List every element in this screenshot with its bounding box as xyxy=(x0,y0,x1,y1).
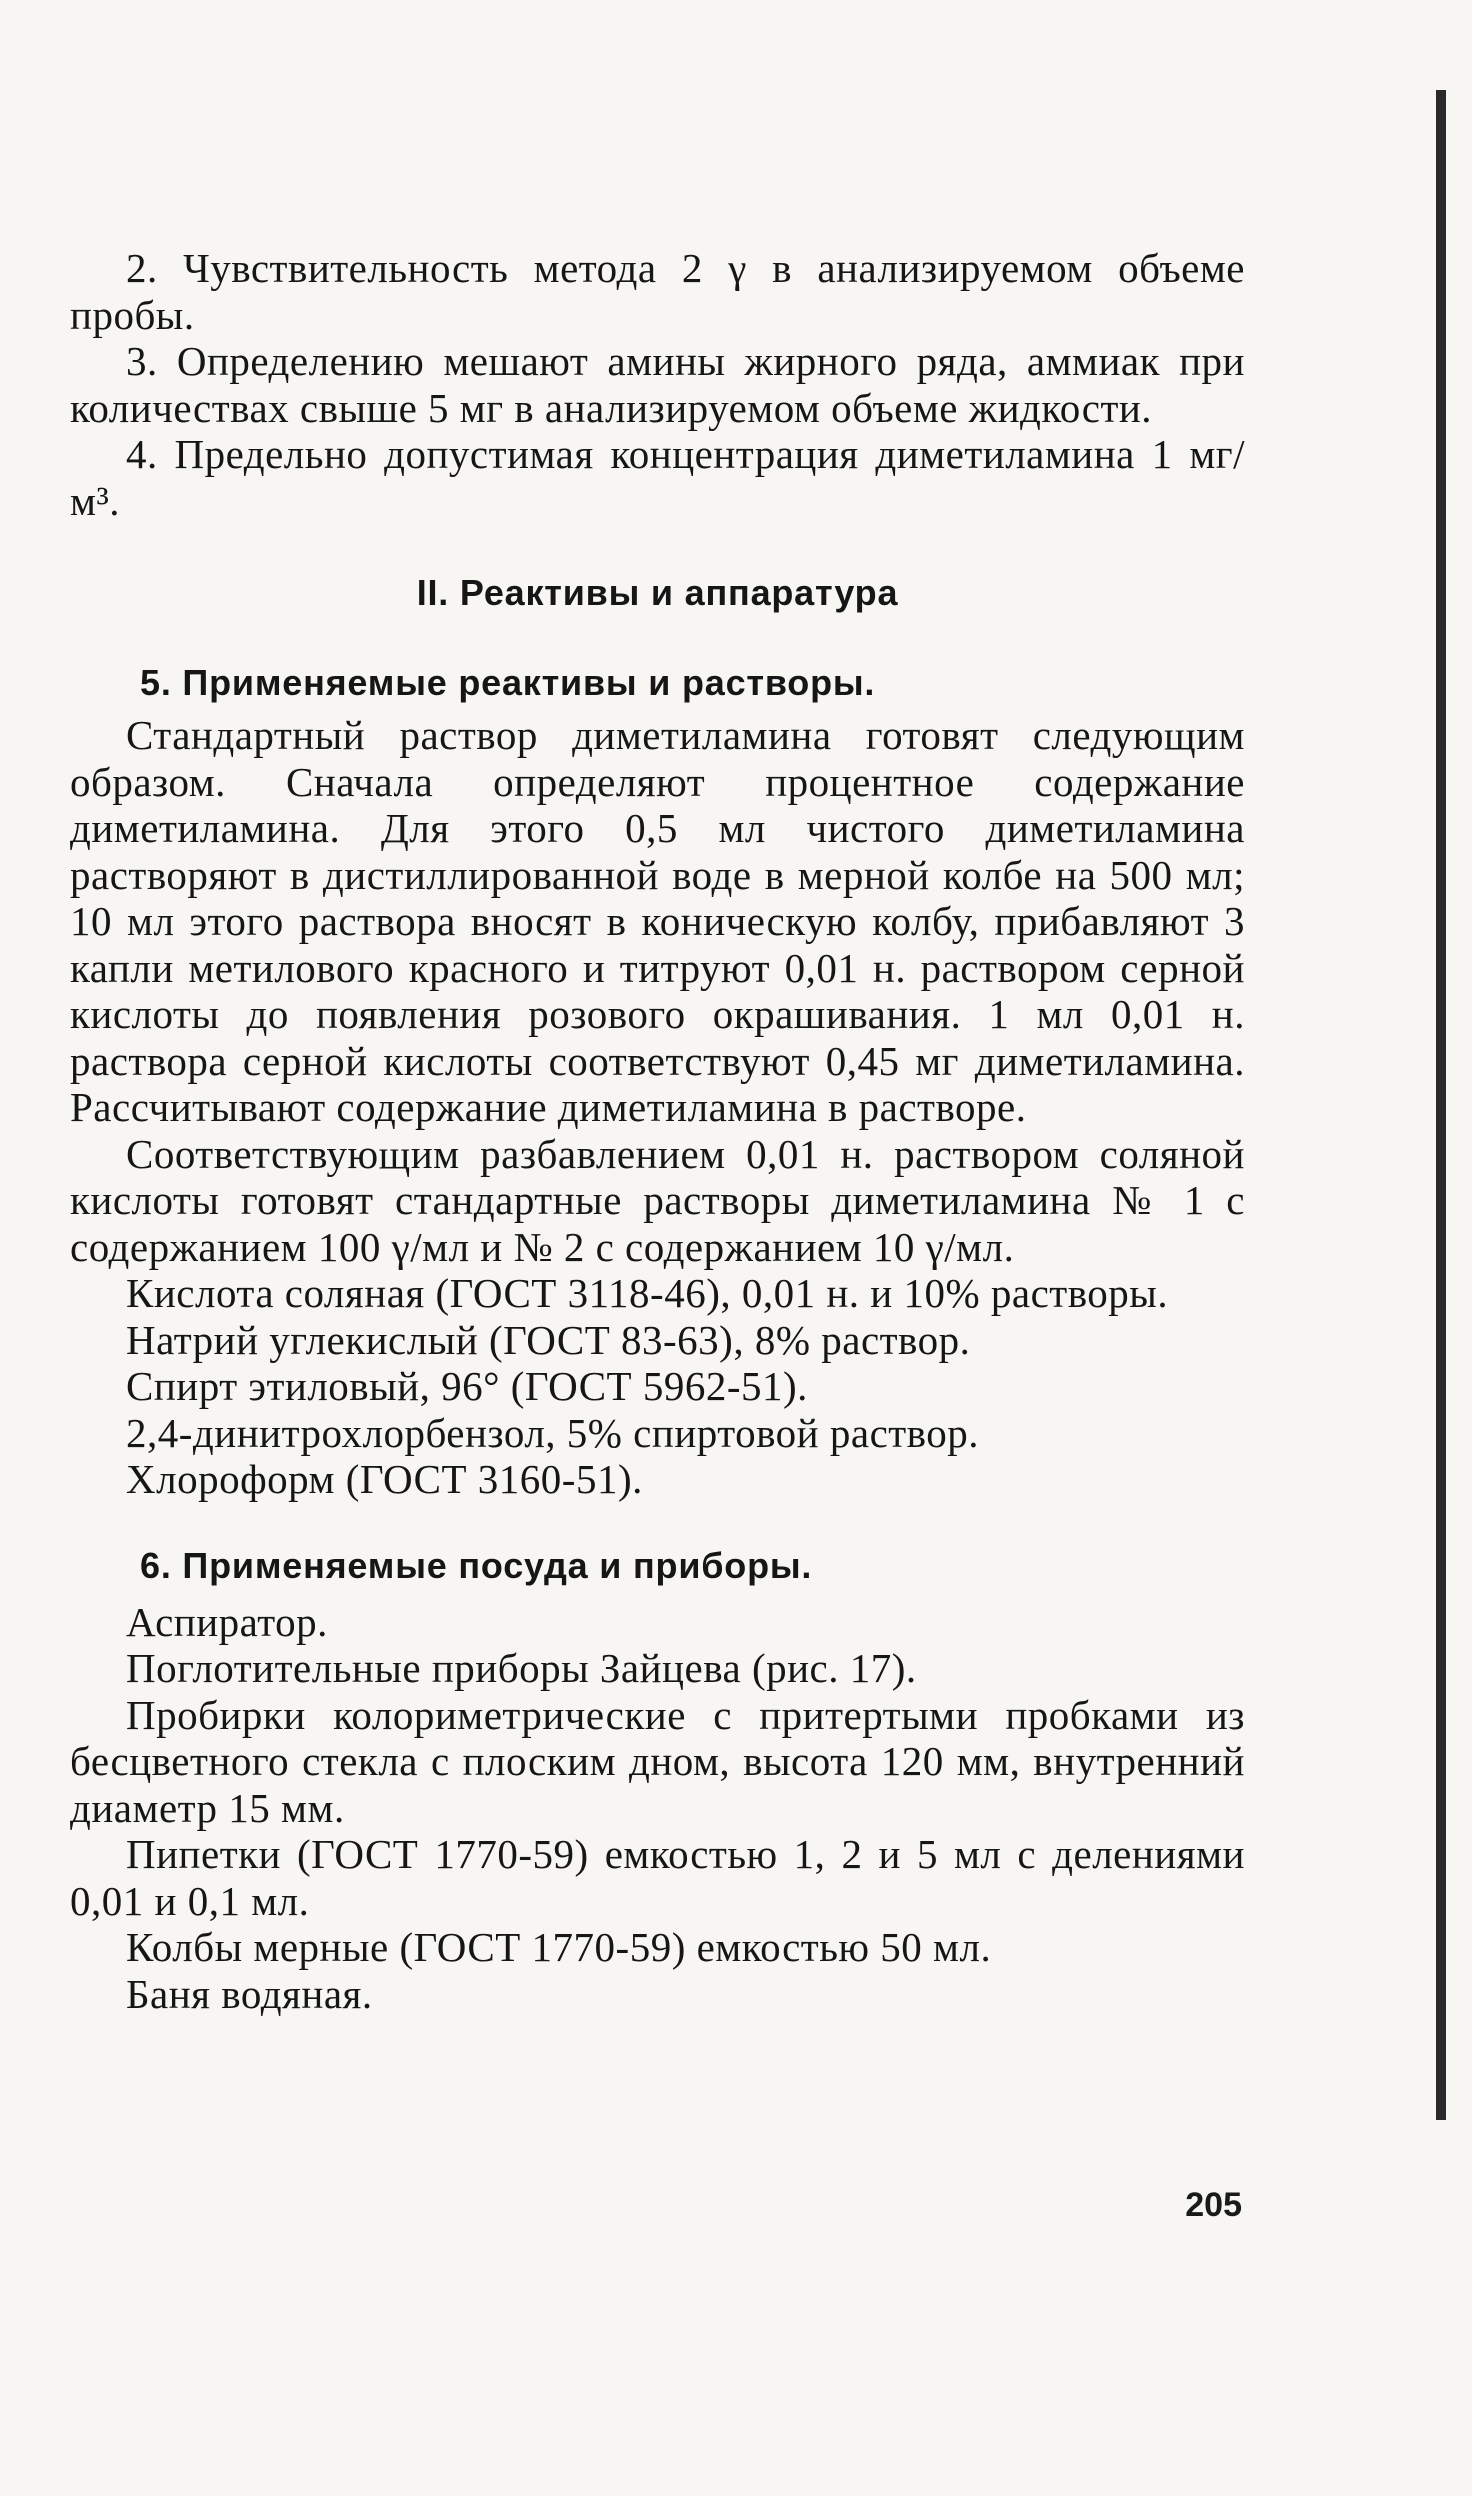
reagent-dinitrochlorobenzene: 2,4-динитрохлорбензол, 5% спиртовой раствор. xyxy=(126,1409,980,1456)
equipment-pipettes: Пипетки (ГОСТ 1770-59) емкостью 1, 2 и 5 мл с делениями 0,01 и 0,1 мл. xyxy=(70,1831,1245,1924)
paragraph-dilution: Соответствующим разбавлением 0,01 н. раствором соляной кислоты готовят стандартные растворы диметиламина № 1 с содержанием 100 γ/мл и № 2 с содержанием 10 γ/мл. xyxy=(70,1130,1245,1270)
equipment-aspirator: Аспиратор. xyxy=(126,1598,328,1645)
reagent-sodium-carbonate: Натрий углекислый (ГОСТ 83-63), 8% раствор. xyxy=(126,1316,971,1363)
equipment-flasks: Колбы мерные (ГОСТ 1770-59) емкостью 50 мл. xyxy=(126,1924,992,1970)
paragraph-item-4: 4. Предельно допустимая концентрация диметиламина 1 мг/м³. xyxy=(70,431,1245,524)
subsection-5-heading: 5. Применяемые реактивы и растворы. xyxy=(140,662,876,703)
paragraph-item-3: 3. Определению мешают амины жирного ряда, аммиак при количествах свыше 5 мг в анализируемом объеме жидкости. xyxy=(70,338,1245,431)
equipment-test-tubes: Пробирки колориметрические с притертыми пробками из бесцветного стекла с плоским дном, высота 120 мм, внутренний диаметр 15 мм. xyxy=(70,1691,1245,1831)
section-heading: II. Реактивы и аппаратура xyxy=(416,572,899,613)
equipment-water-bath: Баня водяная. xyxy=(126,1970,373,2017)
subsection-6-heading: 6. Применяемые посуда и приборы. xyxy=(140,1544,813,1586)
page-edge-shadow xyxy=(1436,90,1446,2120)
reagent-hydrochloric-acid: Кислота соляная (ГОСТ 3118-46), 0,01 н. и 10% растворы. xyxy=(126,1270,1169,1316)
page-number: 205 xyxy=(1185,2186,1242,2224)
paragraph-item-2: 2. Чувствительность метода 2 γ в анализируемом объеме пробы. xyxy=(70,245,1245,338)
equipment-absorption-devices: Поглотительные приборы Зайцева (рис. 17). xyxy=(126,1645,917,1691)
page-body xyxy=(70,245,1245,2017)
reagent-chloroform: Хлороформ (ГОСТ 3160-51). xyxy=(126,1456,643,1502)
paragraph-standard-solution: Стандартный раствор диметиламина готовят следующим образом. Сначала определяют процентное содержание диметиламина. Для этого 0,5 мл чистого диметиламина растворяют в дистиллированной воде в мерной колбе на 500 мл; 10 мл этого раствора вносят в коническую колбу, прибавляют 3 капли метилового красного и титруют 0,01 н. раствором серной кислоты до появления розового окрашивания. 1 мл 0,01 н. раствора серной кислоты соответствуют 0,45 мг диметиламина. Рассчитывают содержание диметиламина в растворе. xyxy=(70,712,1245,1130)
reagent-ethyl-alcohol: Спирт этиловый, 96° (ГОСТ 5962-51). xyxy=(126,1363,808,1409)
